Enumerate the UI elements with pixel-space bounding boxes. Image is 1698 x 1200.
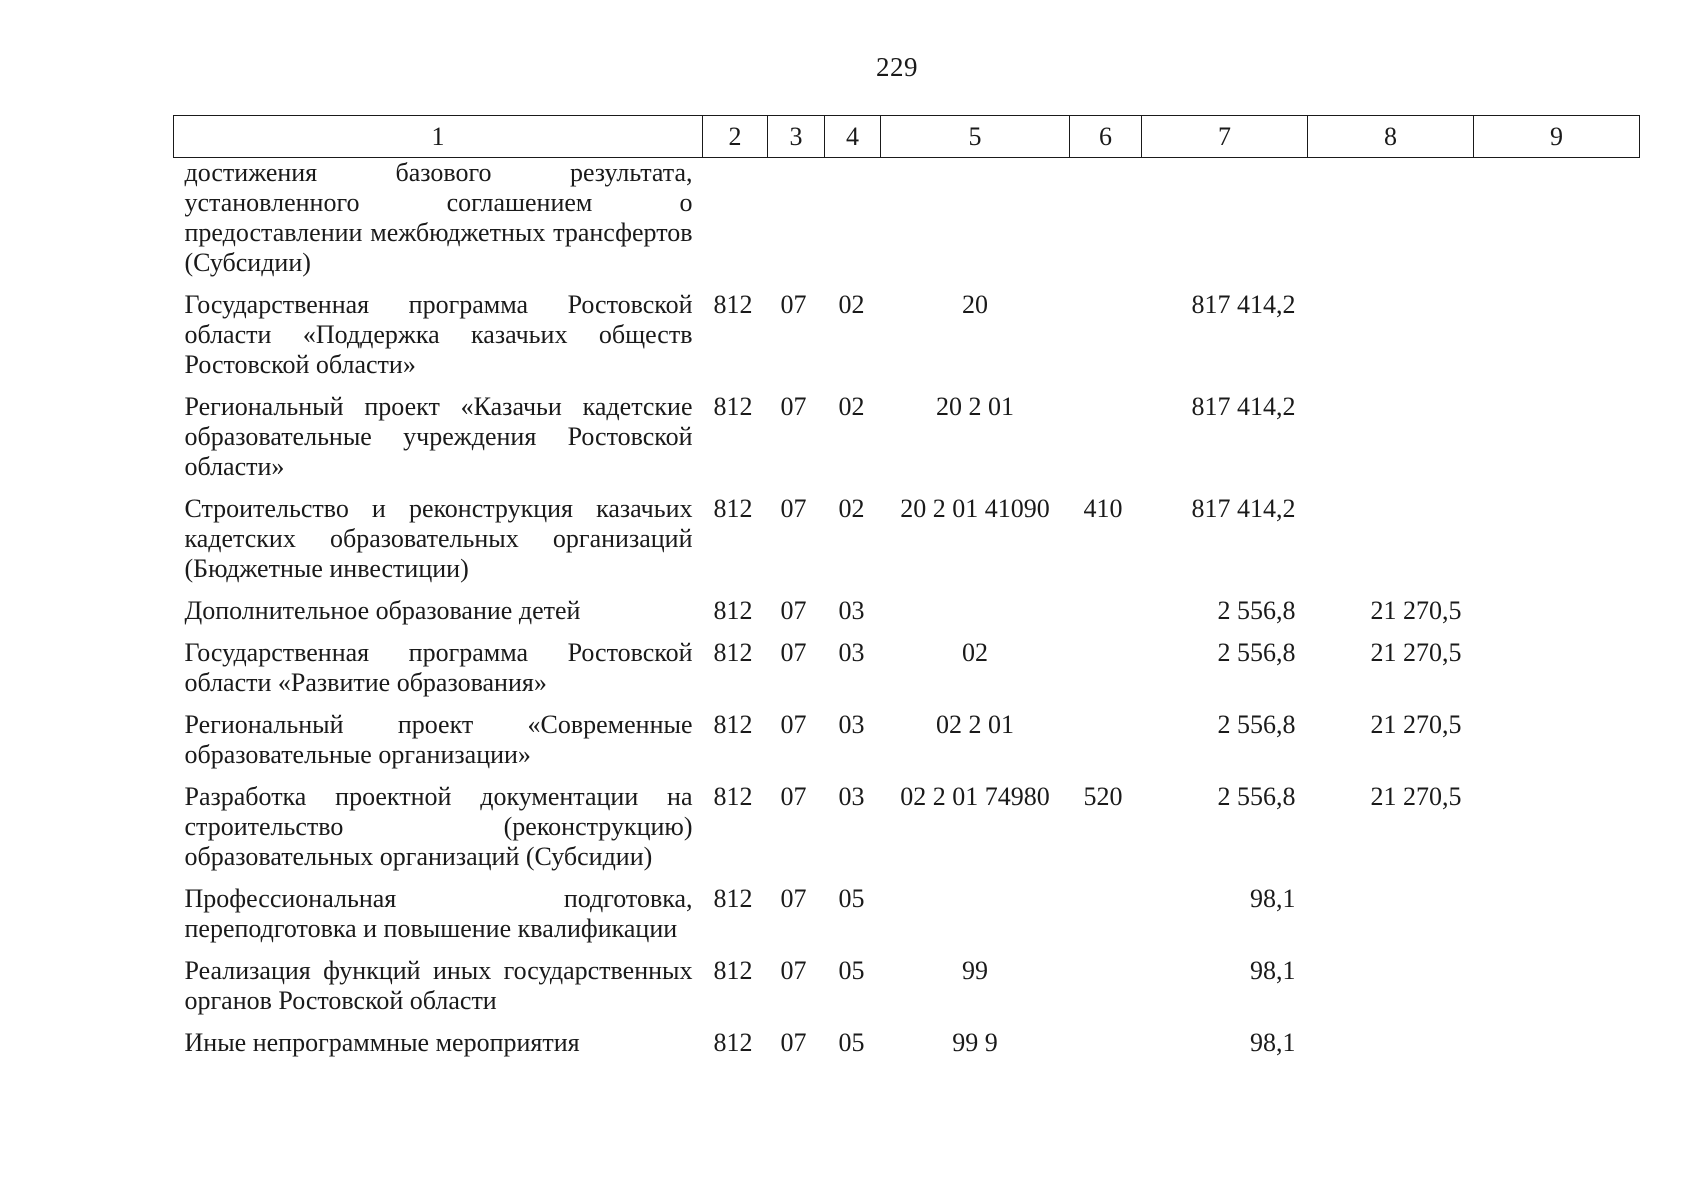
row-amount-col8: [1308, 392, 1474, 494]
row-name: Государственная программа Ростовской области «Развитие образования»: [184, 638, 693, 697]
row-section: 07: [780, 782, 807, 811]
row-kvsr: 812: [713, 710, 753, 739]
row-amount-col7: 2 556,8: [1217, 638, 1296, 667]
budget-table: [173, 115, 1640, 1070]
row-kvsr: [703, 158, 768, 291]
column-header-6: 6: [1070, 116, 1142, 158]
row-subsection: 05: [838, 884, 865, 913]
row-section: 07: [780, 392, 807, 421]
row-amount-col8: [1308, 884, 1474, 956]
column-header-9: 9: [1474, 116, 1640, 158]
column-header-4: 4: [825, 116, 881, 158]
row-expense-type: [1070, 638, 1142, 710]
row-name: Региональный проект «Современные образовательные организации»: [184, 710, 693, 769]
row-amount-col8: [1308, 158, 1474, 291]
table-row: [174, 290, 1640, 392]
table-row: [174, 392, 1640, 494]
table-row: [174, 782, 1640, 884]
row-expense-type: [1070, 956, 1142, 1028]
row-section: 07: [780, 596, 807, 625]
column-header-1: 1: [174, 116, 703, 158]
row-target-article: [881, 884, 1070, 956]
row-kvsr: 812: [713, 596, 753, 625]
row-kvsr: 812: [713, 494, 753, 523]
table-body: [174, 158, 1640, 1071]
table-row: [174, 710, 1640, 782]
row-subsection: 03: [838, 638, 865, 667]
row-target-article: 99: [962, 956, 988, 985]
row-expense-type: 410: [1083, 494, 1123, 523]
row-section: 07: [780, 290, 807, 319]
row-section: 07: [780, 494, 807, 523]
row-target-article: 02 2 01: [936, 710, 1014, 739]
row-target-article: 20: [962, 290, 988, 319]
column-header-5: 5: [881, 116, 1070, 158]
row-subsection: 03: [838, 782, 865, 811]
row-name: достижения базового результата, установленного соглашением о предоставлении межбюджетных трансфертов (Субсидии): [184, 158, 693, 277]
row-amount-col9: [1474, 596, 1640, 638]
row-amount-col9: [1474, 290, 1640, 392]
row-name: Дополнительное образование детей: [184, 596, 581, 625]
row-target-article: 02: [962, 638, 988, 667]
row-subsection: 02: [838, 392, 865, 421]
row-target-article: 02 2 01 74980: [900, 782, 1050, 811]
row-kvsr: 812: [713, 290, 753, 319]
column-header-3: 3: [768, 116, 825, 158]
row-target-article: 20 2 01: [936, 392, 1014, 421]
row-subsection: 03: [838, 596, 865, 625]
row-section: 07: [780, 956, 807, 985]
row-amount-col8: [1308, 290, 1474, 392]
row-section: 07: [780, 1028, 807, 1057]
row-expense-type: [1070, 884, 1142, 956]
row-amount-col7: 817 414,2: [1191, 494, 1296, 523]
row-kvsr: 812: [713, 782, 753, 811]
table-row: [174, 884, 1640, 956]
row-subsection: 03: [838, 710, 865, 739]
row-amount-col7: 817 414,2: [1191, 290, 1296, 319]
row-expense-type: [1070, 392, 1142, 494]
row-expense-type: [1070, 596, 1142, 638]
row-amount-col8: 21 270,5: [1370, 710, 1462, 739]
row-expense-type: [1070, 710, 1142, 782]
row-amount-col8: 21 270,5: [1370, 596, 1462, 625]
row-amount-col7: 2 556,8: [1217, 710, 1296, 739]
row-kvsr: 812: [713, 392, 753, 421]
row-expense-type: [1070, 158, 1142, 291]
row-amount-col9: [1474, 956, 1640, 1028]
row-amount-col8: 21 270,5: [1370, 782, 1462, 811]
row-name: Региональный проект «Казачьи кадетские образовательные учреждения Ростовской области»: [184, 392, 693, 481]
row-expense-type: [1070, 1028, 1142, 1070]
table-row: [174, 494, 1640, 596]
row-amount-col9: [1474, 782, 1640, 884]
row-amount-col9: [1474, 710, 1640, 782]
row-amount-col7: 2 556,8: [1217, 596, 1296, 625]
row-subsection: 02: [838, 494, 865, 523]
row-target-article: 99 9: [952, 1028, 998, 1057]
column-header-2: 2: [703, 116, 768, 158]
row-amount-col7: 2 556,8: [1217, 782, 1296, 811]
row-name: Реализация функций иных государственных органов Ростовской области: [184, 956, 693, 1015]
row-section: 07: [780, 884, 807, 913]
row-amount-col7: 98,1: [1250, 884, 1296, 913]
row-amount-col9: [1474, 494, 1640, 596]
table-row: [174, 158, 1640, 291]
header-row: [174, 116, 1640, 158]
row-amount-col9: [1474, 392, 1640, 494]
table-row: [174, 596, 1640, 638]
row-subsection: 05: [838, 956, 865, 985]
row-name: Разработка проектной документации на строительство (реконструкцию) образовательных организаций (Субсидии): [184, 782, 693, 871]
row-amount-col8: [1308, 956, 1474, 1028]
column-header-8: 8: [1308, 116, 1474, 158]
row-target-article: 20 2 01 41090: [900, 494, 1050, 523]
row-target-article: [881, 158, 1070, 291]
row-amount-col7: 98,1: [1250, 1028, 1296, 1057]
row-amount-col7: [1142, 158, 1308, 291]
row-expense-type: 520: [1083, 782, 1123, 811]
row-amount-col9: [1474, 884, 1640, 956]
row-amount-col7: 98,1: [1250, 956, 1296, 985]
row-kvsr: 812: [713, 638, 753, 667]
row-amount-col8: [1308, 494, 1474, 596]
row-subsection: 02: [838, 290, 865, 319]
page-number: 229: [876, 52, 918, 82]
row-kvsr: 812: [713, 884, 753, 913]
table-row: [174, 956, 1640, 1028]
row-expense-type: [1070, 290, 1142, 392]
row-section: [768, 158, 825, 291]
row-amount-col8: [1308, 1028, 1474, 1070]
table-row: [174, 1028, 1640, 1070]
table-row: [174, 638, 1640, 710]
row-name: Государственная программа Ростовской области «Поддержка казачьих обществ Ростовской области»: [184, 290, 693, 379]
row-subsection: 05: [838, 1028, 865, 1057]
row-target-article: [881, 596, 1070, 638]
row-amount-col9: [1474, 158, 1640, 291]
row-section: 07: [780, 638, 807, 667]
row-name: Строительство и реконструкция казачьих кадетских образовательных организаций (Бюджетные инвестиции): [184, 494, 693, 583]
row-amount-col9: [1474, 638, 1640, 710]
row-name: Иные непрограммные мероприятия: [184, 1028, 580, 1057]
column-header-7: 7: [1142, 116, 1308, 158]
row-subsection: [825, 158, 881, 291]
row-section: 07: [780, 710, 807, 739]
row-kvsr: 812: [713, 1028, 753, 1057]
row-name: Профессиональная подготовка, переподготовка и повышение квалификации: [184, 884, 693, 943]
row-amount-col7: 817 414,2: [1191, 392, 1296, 421]
row-kvsr: 812: [713, 956, 753, 985]
row-amount-col8: 21 270,5: [1370, 638, 1462, 667]
row-amount-col9: [1474, 1028, 1640, 1070]
